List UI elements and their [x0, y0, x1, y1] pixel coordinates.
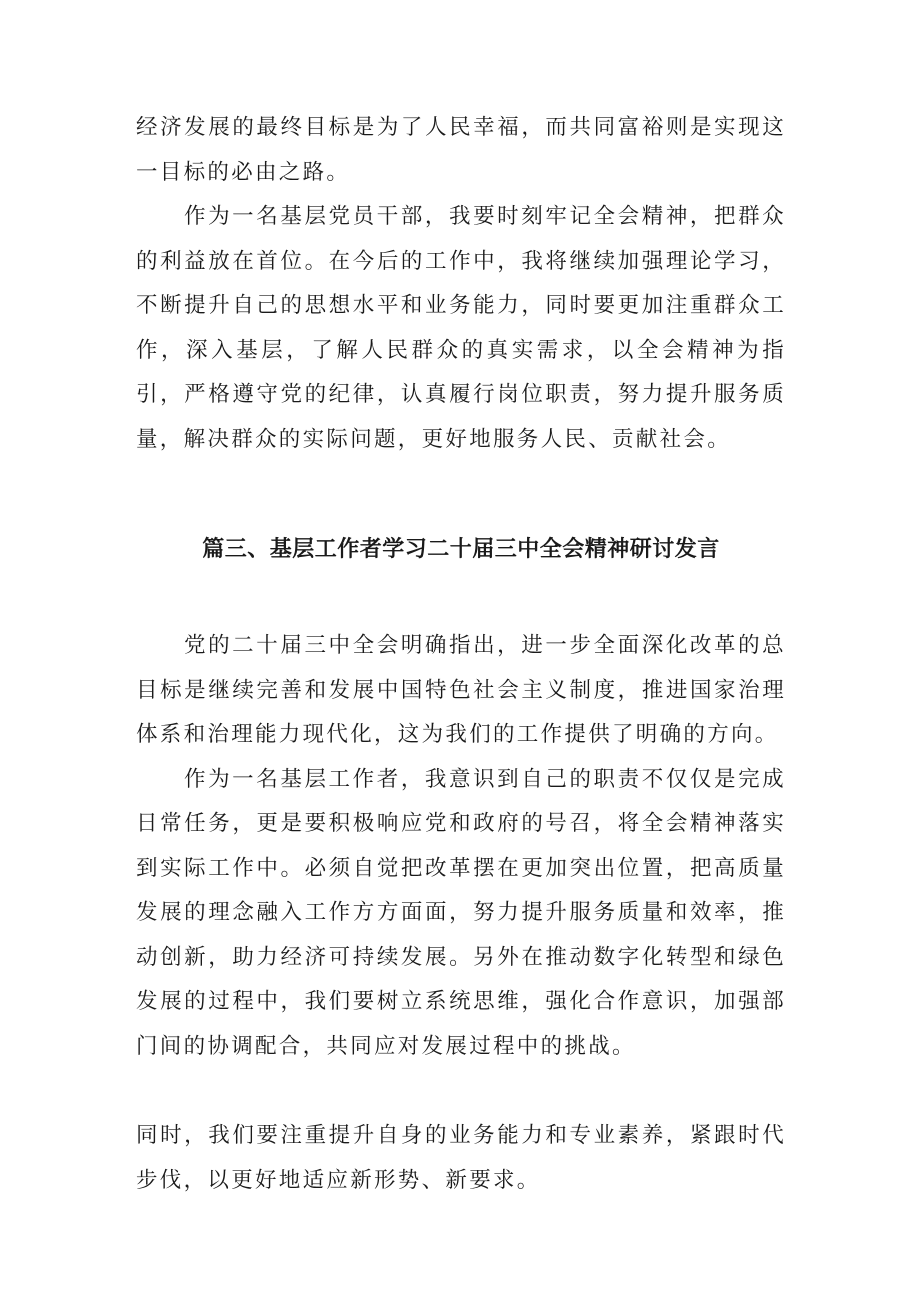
section-heading: 篇三、基层工作者学习二十届三中全会精神研讨发言 [202, 537, 720, 562]
paragraph-2: 作为一名基层党员干部，我要时刻牢记全会精神，把群众的利益放在首位。在今后的工作中，我将继续加强理论学习，不断提升自己的思想水平和业务能力，同时要更加注重群众工作，深入基层，了解人民群众的真实需求，以全会精神为指引，严格遵守党的纪律，认真履行岗位职责，努力提升服务质量，解决群众的实际问题，更好地服务人民、贡献社会。 [136, 204, 786, 452]
paragraph-5: 同时，我们要注重提升自身的业务能力和专业素养，紧跟时代步伐，以更好地适应新形势、新要求。 [136, 1123, 786, 1193]
paragraph-1: 经济发展的最终目标是为了人民幸福，而共同富裕则是实现这一目标的必由之路。 [136, 115, 786, 185]
paragraph-4: 作为一名基层工作者，我意识到自己的职责不仅仅是完成日常任务，更是要积极响应党和政府的号召，将全会精神落实到实际工作中。必须自觉把改革摆在更加突出位置，把高质量发展的理念融入工作方方面面，努力提升服务质量和效率，推动创新，助力经济可持续发展。另外在推动数字化转型和绿色发展的过程中，我们要树立系统思维，强化合作意识，加强部门间的协调配合，共同应对发展过程中的挑战。 [136, 766, 786, 1059]
document-page [136, 106, 786, 1203]
paragraph-3: 党的二十届三中全会明确指出，进一步全面深化改革的总目标是继续完善和发展中国特色社会主义制度，推进国家治理体系和治理能力现代化，这为我们的工作提供了明确的方向。 [136, 633, 786, 747]
